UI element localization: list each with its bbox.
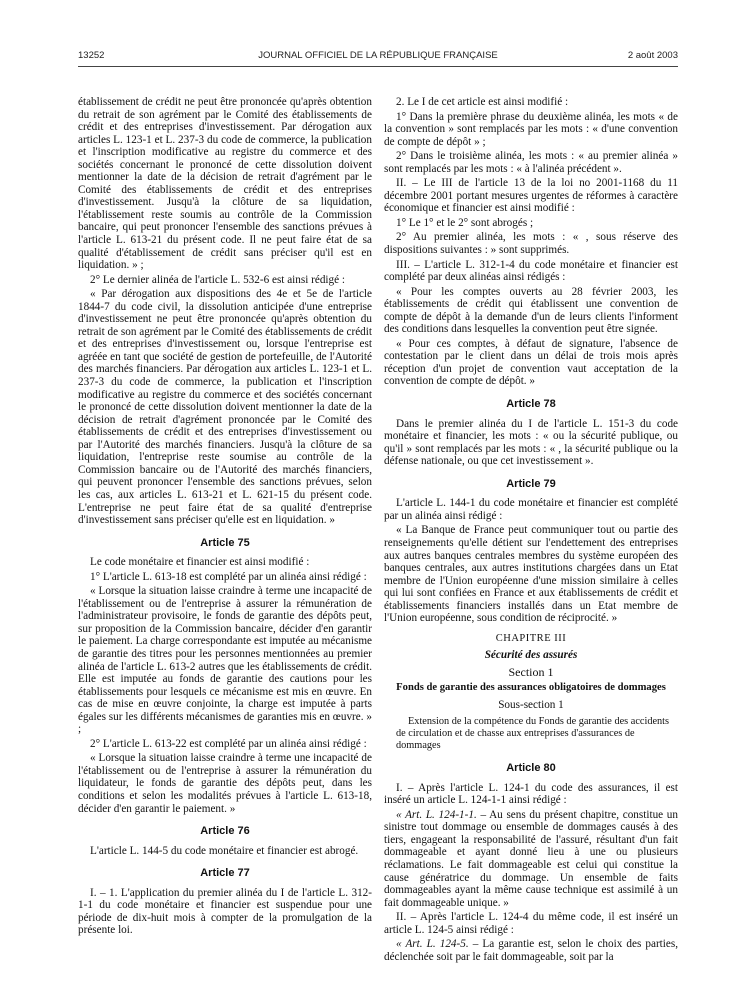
- paragraph: 2° Le dernier alinéa de l'article L. 532-6 est ainsi rédigé :: [90, 273, 345, 286]
- section-title: Fonds de garantie des assurances obligatoires de dommages: [396, 682, 666, 694]
- journal-title: JOURNAL OFFICIEL DE LA RÉPUBLIQUE FRANÇAISE: [258, 50, 498, 61]
- paragraph: II. – Après l'article L. 124-4 du même code, il est inséré un article L. 124-5 ainsi rédigé :: [384, 911, 678, 936]
- paragraph: « Pour les comptes ouverts au 28 février 2003, les établissements de crédit qui établissent une convention de compte de dépôt à la demande d'un de leurs clients l'informent des conditions dans lesquelles la convention peut être signée.: [384, 285, 678, 336]
- paragraph: [384, 938, 678, 963]
- header-rule: [78, 66, 678, 67]
- paragraph: 2° Au premier alinéa, les mots : « , sous réserve des dispositions suivantes : » sont supprimés.: [384, 231, 678, 257]
- article-heading: Article 78: [506, 398, 556, 411]
- paragraph: [384, 809, 678, 909]
- section-heading: Section 1: [508, 664, 554, 679]
- paragraph: Dans le premier alinéa du I de l'article L. 151-3 du code monétaire et financier, les mots : « ou la sécurité publique, ou qu'il » sont remplacés par les mots : « , la sécurité publique ou la défense nationale, ou que cet investissement ».: [384, 417, 678, 468]
- article-heading: Article 75: [200, 536, 250, 549]
- subsection-title: Extension de la compétence du Fonds de garantie des accidents de circulation et de chasse aux entreprises d'assurances de dommages: [396, 715, 670, 751]
- subsection-heading: Sous-section 1: [498, 698, 564, 711]
- page-header: [78, 50, 678, 66]
- right-column: [384, 96, 678, 965]
- paragraph-text: – La garantie est, selon le choix des parties, déclenchée soit par le fait dommageable, soit par la: [384, 938, 678, 963]
- chapter-title: Sécurité des assurés: [484, 649, 578, 662]
- article-heading: Article 76: [200, 825, 250, 838]
- article-reference: « Art. L. 124-5.: [396, 938, 469, 951]
- chapter-heading: CHAPITRE III: [495, 632, 567, 644]
- paragraph: établissement de crédit ne peut être prononcée qu'après obtention du retrait de son agrément par le Comité des établissements de crédit et des entreprises d'investissement. Par dérogation aux articles L. 123-1 et L. 237-3 du code de commerce, la publication et l'inscription modificative au registre du commerce et des sociétés concernant le prononcé de cette dissolution doivent mentionner la date de la décision de retrait d'agrément par le Comité des établissements de crédit et des entreprises d'investissement. Jusqu'à la clôture de sa liquidation, l'établissement reste soumis au contrôle de la Commission bancaire, qui peut prononcer l'ensemble des sanctions prévues à l'article L. 613-21 du présent code. Il ne peut faire état de sa qualité d'établissement de crédit sans préciser qu'il est en liquidation. » ;: [78, 96, 372, 272]
- paragraph: 1° L'article L. 613-18 est complété par un alinéa ainsi rédigé :: [90, 570, 367, 583]
- paragraph: 2. Le I de cet article est ainsi modifié :: [396, 96, 569, 108]
- paragraph: 2° Dans le troisième alinéa, les mots : « au premier alinéa » sont remplacés par les mots : « à l'alinéa précédent ».: [384, 150, 678, 175]
- paragraph: III. – L'article L. 312-1-4 du code monétaire et financier est complété par deux alinéas ainsi rédigés :: [384, 258, 678, 284]
- left-column: [78, 96, 372, 939]
- paragraph: « La Banque de France peut communiquer tout ou partie des renseignements qu'elle détient sur l'endettement des entreprises aux autres banques centrales membres du système européen des banques centrales, aux autres institutions chargées dans un Etat membre de l'Union européenne d'une mission similaire à celles qui lui sont confiées en France et aux établissements de crédit et établissements financiers installés dans un Etat membre de l'Union européenne, sous condition de réciprocité. »: [384, 524, 678, 625]
- paragraph: L'article L. 144-5 du code monétaire et financier est abrogé.: [90, 844, 359, 857]
- paragraph-text: – Au sens du présent chapitre, constitue un sinistre tout dommage ou ensemble de dommages causés à des tiers, engageant la responsabilité de l'assuré, résultant d'un fait dommageable et ayant donné lieu à une ou plusieurs réclamations. Le fait dommageable est celui qui constitue la cause génératrice du dommage. Un ensemble de faits dommageables ayant la même cause technique est assimilé à un fait dommageable unique. »: [384, 808, 678, 909]
- paragraph: « Lorsque la situation laisse craindre à terme une incapacité de l'établissement ou de l'entreprise à assurer la rémunération du liquidateur, le fonds de garantie des dépôts peut, dans les conditions et selon les modalités prévues à l'article L. 613-18, décider d'en garantir le paiement. »: [78, 752, 372, 815]
- paragraph: « Pour ces comptes, à défaut de signature, l'absence de contestation par le client dans un délai de trois mois après réception d'un projet de convention vaut acceptation de la convention de compte de dépôt. »: [384, 337, 678, 388]
- paragraph: 1° Le 1° et le 2° sont abrogés ;: [396, 216, 534, 229]
- publication-date: 2 août 2003: [627, 50, 678, 61]
- paragraph: I. – 1. L'application du premier alinéa du I de l'article L. 312-1-1 du code monétaire et financier est suspendue pour une période de dix-huit mois à compter de la promulgation de la présente loi.: [78, 886, 372, 937]
- paragraph: 2° L'article L. 613-22 est complété par un alinéa ainsi rédigé :: [90, 737, 367, 750]
- article-heading: Article 80: [506, 762, 556, 775]
- paragraph: « Par dérogation aux dispositions des 4e et 5e de l'article 1844-7 du code civil, la dissolution anticipée d'une entreprise d'investissement ne peut être prononcée qu'après obtention du retrait de son agrément par le Comité des établissements de crédit et des entreprises d'investissement ou, lorsque l'entreprise est agréée en tant que société de gestion de portefeuille, de l'Autorité des marchés financiers. Par dérogation aux articles L. 123-1 et L. 237-3 du code de commerce, la publication et l'inscription modificative au registre du commerce et des sociétés concernant le prononcé de cette dissolution doivent mentionner la date de la décision de retrait d'agrément prononcée par le Comité des établissements de crédit et des entreprises d'investissement ou par l'Autorité des marchés financiers. Jusqu'à la clôture de sa liquidation, l'entreprise reste soumise au contrôle de la Commission bancaire ou de l'Autorité des marchés financiers, qui peuvent prononcer l'ensemble des sanctions prévues, selon les cas, aux articles L. 613-21 et L. 621-15 du présent code. L'entreprise ne peut faire état de sa qualité d'entreprise d'investissement sans préciser qu'elle est en liquidation. »: [78, 288, 372, 527]
- paragraph: I. – Après l'article L. 124-1 du code des assurances, il est inséré un article L. 124-1-1 ainsi rédigé :: [384, 781, 678, 807]
- article-reference: « Art. L. 124-1-1.: [396, 808, 477, 821]
- page-number: 13252: [78, 50, 105, 61]
- paragraph: II. – Le III de l'article 13 de la loi no 2001-1168 du 11 décembre 2001 portant mesures urgentes de réformes à caractère économique et financier est ainsi modifié :: [384, 177, 678, 215]
- article-heading: Article 77: [200, 867, 250, 880]
- paragraph: 1° Dans la première phrase du deuxième alinéa, les mots « de la convention » sont remplacés par les mots : « d'une convention de compte de dépôt » ;: [384, 110, 678, 148]
- paragraph: L'article L. 144-1 du code monétaire et financier est complété par un alinéa ainsi rédigé :: [384, 497, 678, 522]
- article-heading: Article 79: [506, 477, 556, 490]
- paragraph: Le code monétaire et financier est ainsi modifié :: [90, 556, 310, 569]
- paragraph: « Lorsque la situation laisse craindre à terme une incapacité de l'établissement ou de l'entreprise à assurer la rémunération de l'administrateur provisoire, le fonds de garantie des dépôts peut, sur proposition de la Commission bancaire, décider d'en garantir le paiement. La charge correspondante est imputée au mécanisme de garantie des titres pour les personnes mentionnées au premier alinéa de l'article L. 613-2 autres que les établissements de crédit. Elle est imputée au fonds de garantie des cautions pour les établissements pour lesquels ce mécanisme est mis en œuvre. En cas de mise en œuvre conjointe, la charge est imputée à parts égales sur les différents mécanismes de garanties mis en œuvre. » ;: [78, 585, 372, 736]
